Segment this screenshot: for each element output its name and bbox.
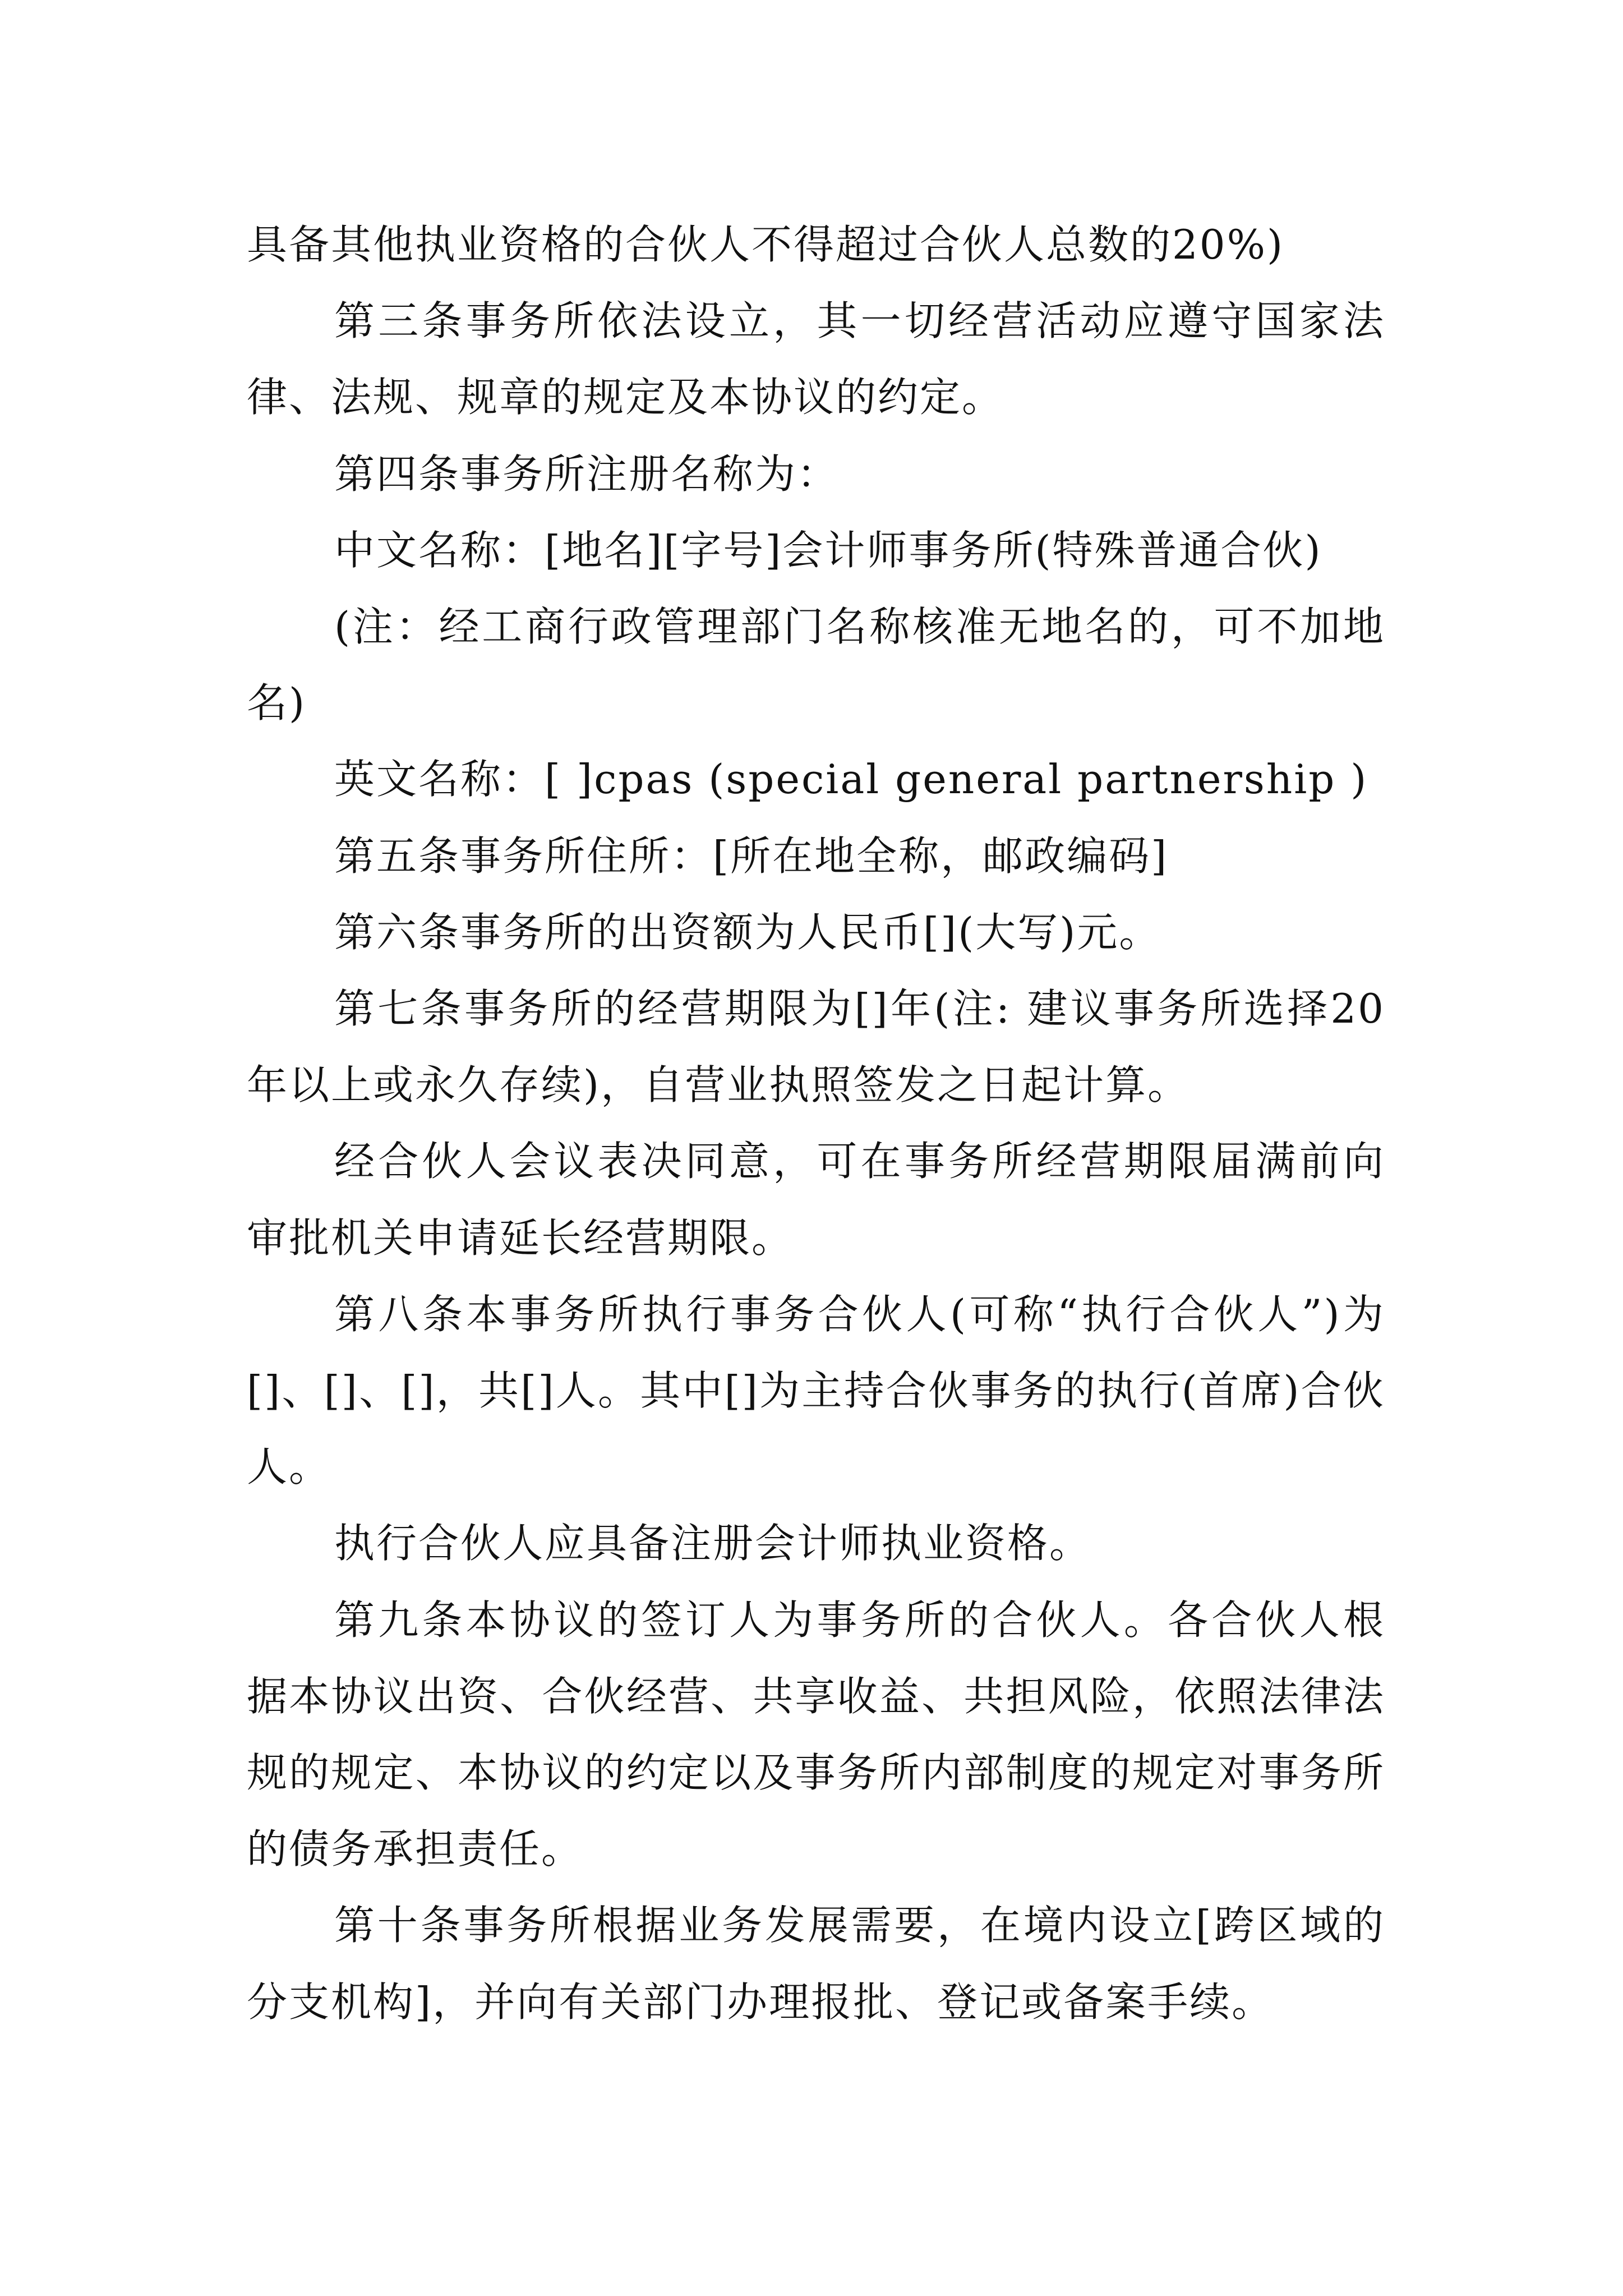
paragraph-continuation: 具备其他执业资格的合伙人不得超过合伙人总数的20%) [247,221,1285,268]
paragraph-article-7: 第七条事务所的经营期限为[]年(注: 建议事务所选择20年以上或永久存续)，自营业执照签发之日起计算。 [247,985,1385,1109]
paragraph-article-5: 第五条事务所住所：[所在地全称，邮政编码] [334,832,1169,880]
paragraph-article-3: 第三条事务所依法设立，其一切经营活动应遵守国家法律、法规、规章的规定及本协议的约定。 [247,297,1385,421]
paragraph-article-6: 第六条事务所的出资额为人民币[](大写)元。 [334,908,1161,956]
paragraph-article-8: 第八条本事务所执行事务合伙人(可称“执行合伙人”)为[]、[]、[]，共[]人。其中[]为主持合伙事务的执行(首席)合伙人。 [247,1290,1385,1491]
paragraph-chinese-name: 中文名称：[地名][字号]会计师事务所(特殊普通合伙) [334,526,1322,574]
document-body [247,206,1385,2040]
paragraph-article-9: 第九条本协议的签订人为事务所的合伙人。各合伙人根据本协议出资、合伙经营、共享收益、共担风险，依照法律法规的规定、本协议的约定以及事务所内部制度的规定对事务所的债务承担责任。 [247,1596,1385,1873]
paragraph-article-10: 第十条事务所根据业务发展需要，在境内设立[跨区域的分支机构]，并向有关部门办理报批、登记或备案手续。 [247,1902,1385,2026]
paragraph-name-note: (注：经工商行政管理部门名称核准无地名的，可不加地名) [247,603,1385,727]
paragraph-article-4: 第四条事务所注册名称为： [334,450,840,498]
paragraph-extension: 经合伙人会议表决同意，可在事务所经营期限届满前向审批机关申请延长经营期限。 [247,1138,1385,1262]
paragraph-executive-qualification: 执行合伙人应具备注册会计师执业资格。 [334,1520,1092,1567]
paragraph-english-name: 英文名称：[ ]cpas (special general partnership ) [334,756,1368,803]
